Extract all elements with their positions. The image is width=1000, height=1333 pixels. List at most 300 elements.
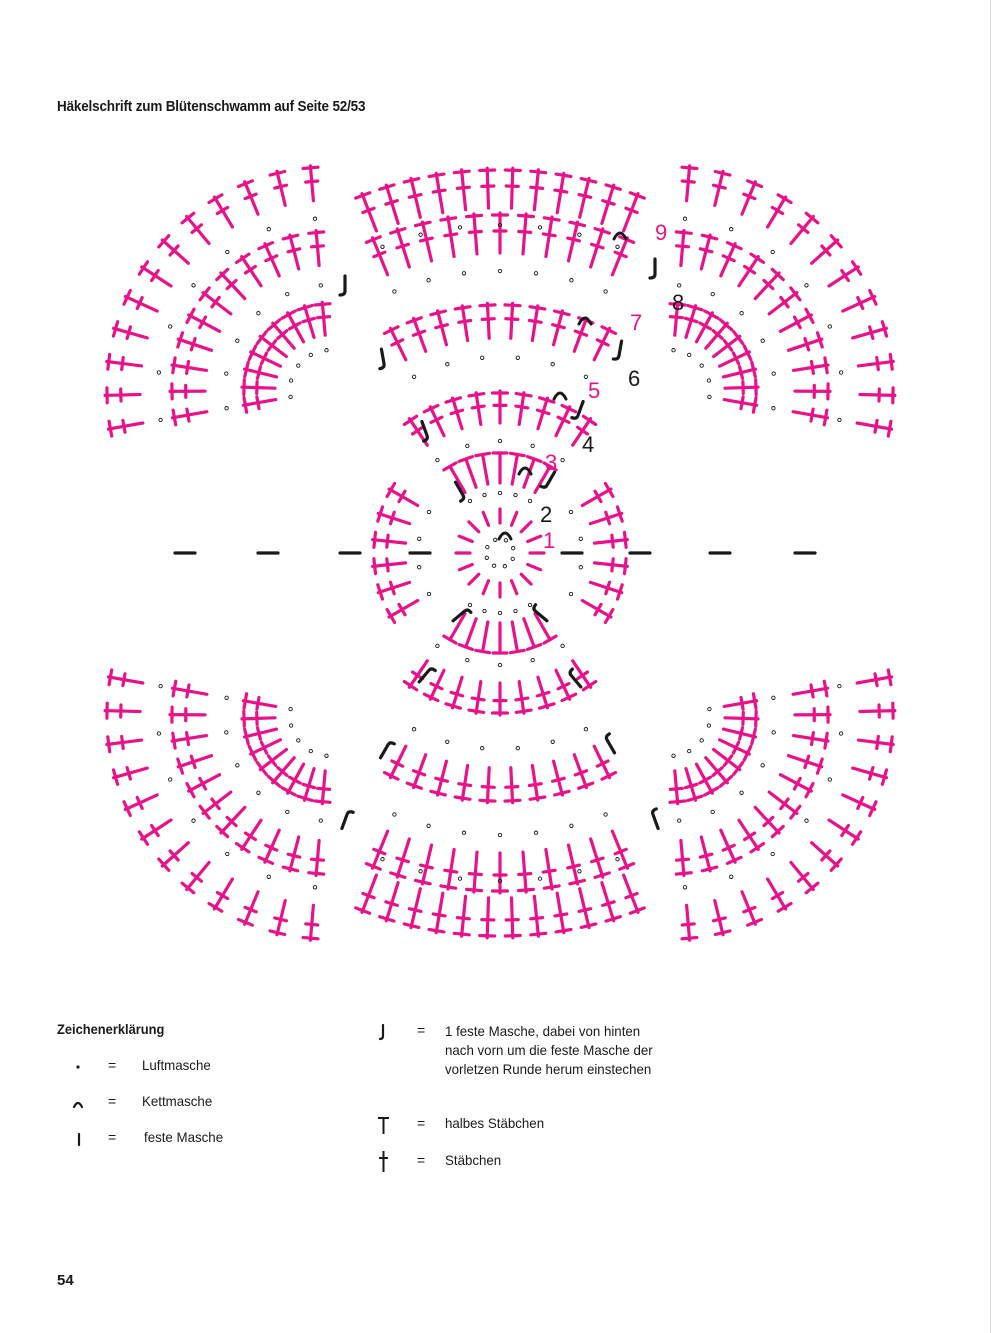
chain-stitch xyxy=(192,284,195,287)
double-crochet-cross-bar xyxy=(858,798,863,809)
back-post-single-crochet xyxy=(613,340,621,360)
round-number-label: 9 xyxy=(655,220,668,245)
chain-stitch xyxy=(730,228,733,231)
double-crochet-top-bar xyxy=(570,222,585,225)
double-crochet-top-bar xyxy=(595,229,609,234)
double-crochet-cross-bar xyxy=(740,367,743,379)
double-crochet-cross-bar xyxy=(516,406,528,408)
round-number-label: 3 xyxy=(545,450,558,475)
chain-stitch xyxy=(672,754,675,757)
chain-stitch xyxy=(393,813,396,816)
double-crochet-stitch xyxy=(714,750,740,770)
double-crochet-top-bar xyxy=(818,759,823,773)
round-number-label: 5 xyxy=(588,378,601,403)
double-crochet-cross-bar xyxy=(858,298,863,309)
double-crochet-cross-bar xyxy=(257,697,259,709)
double-crochet-top-bar xyxy=(298,796,312,800)
double-crochet-top-bar xyxy=(270,931,285,935)
double-crochet-top-bar xyxy=(756,380,757,395)
double-crochet-top-bar xyxy=(429,930,444,932)
double-crochet-top-bar xyxy=(753,398,756,413)
single-crochet-stitch xyxy=(512,512,517,525)
chain-stitch xyxy=(289,707,292,710)
chain-stitch xyxy=(700,364,703,367)
chain-stitch xyxy=(538,226,541,229)
double-crochet-cross-bar xyxy=(469,232,481,233)
double-crochet-cross-bar xyxy=(626,208,637,212)
double-crochet-cross-bar xyxy=(122,358,124,370)
chain-stitch xyxy=(708,707,711,710)
double-crochet-top-bar xyxy=(283,235,298,239)
slip-stitch xyxy=(519,468,531,474)
chain-stitch xyxy=(236,764,239,767)
center-chain-stitch xyxy=(503,565,506,568)
double-crochet-cross-bar xyxy=(603,201,614,205)
double-crochet-top-bar xyxy=(555,311,570,315)
single-crochet-stitch xyxy=(521,522,531,532)
double-crochet-cross-bar xyxy=(436,325,448,328)
chain-stitch xyxy=(436,458,439,461)
double-crochet-stitch xyxy=(260,750,286,770)
legend-equals: = xyxy=(417,1022,426,1038)
double-crochet-top-bar xyxy=(315,801,330,802)
chain-stitch xyxy=(446,740,449,743)
legend-equals: = xyxy=(108,1057,117,1073)
double-crochet-top-bar xyxy=(625,559,627,574)
chain-stitch xyxy=(169,778,172,781)
double-crochet-top-bar xyxy=(530,797,545,799)
double-crochet-top-bar xyxy=(516,710,531,712)
single-crochet-symbol xyxy=(72,1127,92,1151)
double-crochet-cross-bar xyxy=(592,858,604,862)
chain-stitch xyxy=(381,858,384,861)
chain-stitch xyxy=(711,292,714,295)
legend-equals: = xyxy=(108,1129,117,1145)
double-crochet-top-bar xyxy=(555,791,570,795)
double-crochet-stitch xyxy=(105,395,140,396)
double-crochet-stitch xyxy=(221,807,245,833)
double-crochet-cross-bar xyxy=(387,535,388,547)
double-crochet-top-bar xyxy=(446,398,460,402)
double-crochet-stitch xyxy=(316,231,319,266)
double-crochet-top-bar xyxy=(303,938,318,939)
chain-stitch xyxy=(286,292,289,295)
double-crochet-cross-bar xyxy=(555,914,567,916)
double-crochet-stitch xyxy=(203,792,231,813)
double-crochet-cross-bar xyxy=(374,252,385,257)
double-crochet-cross-bar xyxy=(714,185,726,188)
slip-stitch xyxy=(499,533,511,539)
chain-stitch xyxy=(761,764,764,767)
double-crochet-top-bar xyxy=(315,304,330,305)
double-crochet-stitch xyxy=(203,293,231,314)
double-crochet-cross-bar xyxy=(723,845,734,850)
double-crochet-cross-bar xyxy=(870,327,873,339)
double-crochet-top-bar xyxy=(480,170,495,171)
double-crochet-stitch xyxy=(448,217,454,257)
single-crochet-stitch xyxy=(469,522,479,532)
half-double-crochet-symbol xyxy=(375,1113,395,1137)
double-crochet-stitch xyxy=(511,303,513,338)
chain-stitch xyxy=(616,858,619,861)
double-crochet-top-bar xyxy=(890,354,892,369)
double-crochet-top-bar xyxy=(583,416,595,424)
single-crochet-stitch xyxy=(459,565,472,570)
double-crochet-cross-bar xyxy=(877,358,879,370)
double-crochet-stitch xyxy=(755,273,779,299)
double-crochet-stitch xyxy=(769,293,797,314)
double-crochet-cross-bar xyxy=(575,331,586,335)
double-crochet-cross-bar xyxy=(875,674,877,686)
double-crochet-stitch xyxy=(187,217,209,244)
double-crochet-cross-bar xyxy=(187,733,189,745)
double-crochet-cross-bar xyxy=(472,406,484,408)
double-crochet-top-bar xyxy=(416,880,431,883)
chain-stitch xyxy=(446,363,449,366)
double-crochet-cross-bar xyxy=(606,512,610,523)
half-double-crochet-top-bar xyxy=(528,645,541,650)
half-double-crochet-stitch xyxy=(512,455,517,485)
double-crochet-stitch xyxy=(860,711,895,712)
double-crochet-cross-bar xyxy=(409,909,421,912)
chain-stitch xyxy=(561,644,564,647)
double-crochet-top-bar xyxy=(480,936,495,937)
double-crochet-top-bar xyxy=(404,179,419,183)
chain-stitch xyxy=(828,325,831,328)
double-crochet-cross-bar xyxy=(187,409,189,421)
chain-stitch xyxy=(498,833,501,836)
half-double-crochet-top-bar xyxy=(476,650,490,652)
double-crochet-cross-bar xyxy=(553,778,565,781)
single-crochet-stitch xyxy=(521,574,531,584)
legend-heading: Zeichenerklärung xyxy=(57,1021,165,1037)
double-crochet-top-bar xyxy=(702,235,717,239)
double-crochet-cross-bar xyxy=(459,321,471,323)
double-crochet-top-bar xyxy=(480,305,495,306)
double-crochet-top-bar xyxy=(824,410,827,425)
double-crochet-cross-bar xyxy=(519,874,531,875)
double-crochet-cross-bar xyxy=(612,559,613,571)
back-post-single-crochet xyxy=(652,809,663,829)
double-crochet-cross-bar xyxy=(592,244,604,248)
double-crochet-top-bar xyxy=(245,729,249,744)
double-crochet-top-bar xyxy=(752,729,756,744)
page-title: Häkelschrift zum Blütenschwamm auf Seite 52/53 xyxy=(57,98,366,115)
double-crochet-top-bar xyxy=(618,585,623,599)
double-crochet-stitch xyxy=(462,170,466,210)
back-post-single-crochet xyxy=(340,276,345,295)
double-crochet-stitch xyxy=(310,905,313,940)
double-crochet-cross-bar xyxy=(469,874,481,875)
double-crochet-stitch xyxy=(105,711,140,712)
double-crochet-top-bar xyxy=(469,394,484,396)
double-crochet-cross-bar xyxy=(741,697,743,709)
double-crochet-cross-bar xyxy=(606,582,610,593)
chain-stitch xyxy=(838,684,841,687)
chain-stitch xyxy=(498,663,501,666)
double-crochet-top-bar xyxy=(505,936,520,937)
chain-stitch xyxy=(427,824,430,827)
legend-label: Stäbchen xyxy=(445,1152,502,1168)
double-crochet-top-bar xyxy=(676,873,691,874)
double-crochet-top-bar xyxy=(702,867,717,871)
double-crochet-top-bar xyxy=(516,394,531,396)
double-crochet-cross-bar xyxy=(137,798,142,809)
double-crochet-top-bar xyxy=(688,796,702,800)
chain-stitch xyxy=(805,819,808,822)
double-crochet-top-bar xyxy=(824,681,827,696)
double-crochet-top-bar xyxy=(380,185,394,189)
chain-stitch xyxy=(481,356,484,359)
double-crochet-top-bar xyxy=(882,770,886,784)
back-post-single-crochet xyxy=(532,605,550,621)
double-crochet-cross-bar xyxy=(413,771,424,775)
chain-stitch xyxy=(498,491,501,494)
double-crochet-top-bar xyxy=(467,889,482,890)
chain-stitch xyxy=(169,325,172,328)
double-crochet-top-bar xyxy=(715,172,730,176)
double-crochet-cross-bar xyxy=(626,894,637,898)
double-crochet-cross-bar xyxy=(191,756,195,767)
chain-stitch xyxy=(516,747,519,750)
double-crochet-cross-bar xyxy=(122,737,124,749)
chain-stitch xyxy=(772,696,775,699)
double-crochet-cross-bar xyxy=(579,195,591,198)
double-crochet-cross-bar xyxy=(303,784,315,787)
chain-stitch xyxy=(740,312,743,315)
double-crochet-cross-bar xyxy=(670,788,682,789)
chain-stitch xyxy=(468,603,471,606)
half-double-crochet-stitch xyxy=(512,622,517,652)
half-double-crochet-top-bar xyxy=(459,645,472,650)
double-crochet-cross-bar xyxy=(288,854,300,857)
double-crochet-stitch xyxy=(512,168,513,208)
double-crochet-top-bar xyxy=(114,770,118,784)
chain-stitch xyxy=(192,819,195,822)
chain-stitch xyxy=(309,749,312,752)
chain-stitch xyxy=(672,349,675,352)
double-crochet-top-bar xyxy=(756,711,757,726)
chain-stitch xyxy=(579,537,582,540)
double-crochet-top-bar xyxy=(751,254,764,262)
double-crochet-top-bar xyxy=(404,682,416,690)
double-crochet-stitch xyxy=(687,166,690,201)
double-crochet-cross-bar xyxy=(740,728,743,740)
chain-stitch xyxy=(225,731,228,734)
double-crochet-stitch xyxy=(462,896,466,936)
double-crochet-cross-bar xyxy=(700,854,712,857)
chain-stitch xyxy=(498,611,501,614)
chain-stitch xyxy=(730,875,733,878)
chain-stitch xyxy=(381,245,384,248)
chain-stitch xyxy=(561,458,564,461)
chain-stitch xyxy=(534,831,537,834)
chain-stitch xyxy=(688,353,691,356)
double-crochet-cross-bar xyxy=(245,907,256,912)
half-double-crochet-top-bar xyxy=(476,453,490,455)
round-number-label: 2 xyxy=(540,502,553,527)
half-double-crochet-top-bar xyxy=(511,650,525,652)
double-crochet-top-bar xyxy=(531,933,546,935)
single-crochet-stitch xyxy=(528,536,541,541)
double-crochet-cross-bar xyxy=(482,319,494,320)
double-crochet-cross-bar xyxy=(670,317,682,318)
double-crochet-cross-bar xyxy=(555,190,567,192)
chain-stitch xyxy=(771,852,774,855)
double-crochet-top-bar xyxy=(108,354,110,369)
legend-label: Luftmasche xyxy=(142,1057,211,1073)
double-crochet-cross-bar xyxy=(303,318,315,321)
half-double-crochet-stitch xyxy=(524,619,534,647)
chain-stitch xyxy=(569,510,572,513)
chain-stitch xyxy=(839,732,842,735)
single-crochet-stitch xyxy=(469,574,479,584)
double-crochet-cross-bar xyxy=(700,249,712,252)
double-crochet-cross-bar xyxy=(741,397,743,409)
double-crochet-top-bar xyxy=(751,844,764,852)
double-crochet-top-bar xyxy=(404,924,419,928)
double-crochet-cross-bar xyxy=(258,367,261,379)
double-crochet-stitch xyxy=(162,843,188,866)
double-crochet-cross-bar xyxy=(127,327,130,339)
single-crochet-stitch xyxy=(459,536,472,541)
page-number: 54 xyxy=(57,1272,74,1289)
double-crochet-stitch xyxy=(739,820,758,849)
double-crochet-top-bar xyxy=(618,507,623,521)
double-crochet-top-bar xyxy=(519,889,534,890)
double-crochet-top-bar xyxy=(581,924,596,928)
chain-stitch xyxy=(325,349,328,352)
chain-stitch xyxy=(514,609,517,612)
double-crochet-top-bar xyxy=(431,311,446,315)
round-number-label: 6 xyxy=(628,366,641,391)
double-crochet-cross-bar xyxy=(875,420,877,432)
double-crochet-cross-bar xyxy=(529,321,541,323)
double-crochet-stitch xyxy=(310,166,313,201)
chain-stitch xyxy=(528,603,531,606)
single-crochet-stitch xyxy=(483,581,488,594)
double-crochet-top-bar xyxy=(606,917,620,921)
chain-stitch xyxy=(427,510,430,513)
double-crochet-cross-bar xyxy=(537,692,549,696)
double-crochet-cross-bar xyxy=(391,512,395,523)
double-crochet-cross-bar xyxy=(568,238,580,241)
double-crochet-top-bar xyxy=(244,694,247,709)
chain-stitch xyxy=(683,217,686,220)
double-crochet-cross-bar xyxy=(579,909,591,912)
double-crochet-cross-bar xyxy=(275,185,287,188)
chain-stitch xyxy=(570,279,573,282)
double-crochet-cross-bar xyxy=(312,246,324,247)
double-crochet-stitch xyxy=(546,217,552,257)
chain-stitch xyxy=(236,339,239,342)
double-crochet-cross-bar xyxy=(288,249,300,252)
double-crochet-top-bar xyxy=(540,398,554,402)
chain-stitch xyxy=(708,395,711,398)
double-crochet-top-bar xyxy=(429,174,444,176)
back-post-single-crochet xyxy=(377,349,385,369)
double-crochet-cross-bar xyxy=(257,397,259,409)
double-crochet-top-bar xyxy=(404,416,416,424)
half-double-crochet-top-bar xyxy=(459,457,472,462)
center-chain-stitch xyxy=(492,564,495,567)
double-crochet-cross-bar xyxy=(723,256,734,261)
double-crochet-cross-bar xyxy=(575,771,586,775)
double-crochet-top-bar xyxy=(682,167,697,168)
double-crochet-stitch xyxy=(523,214,526,254)
chain-stitch xyxy=(481,747,484,750)
double-crochet-top-bar xyxy=(825,733,827,748)
chain-stitch xyxy=(286,810,289,813)
double-crochet-stitch xyxy=(316,841,319,876)
single-crochet-stitch xyxy=(512,581,517,594)
chain-stitch xyxy=(707,379,710,382)
double-crochet-top-bar xyxy=(753,694,756,709)
double-crochet-cross-bar xyxy=(421,238,433,241)
legend-label: Kettmasche xyxy=(142,1093,213,1109)
chain-stitch xyxy=(531,658,534,661)
chain-stitch xyxy=(538,877,541,880)
double-crochet-cross-bar xyxy=(682,181,694,182)
chain-stitch xyxy=(579,566,582,569)
legend-label: 1 feste Masche, dabei von hinten nach vorn um die feste Masche der vorletzen Runde herum einstechen xyxy=(445,1023,653,1077)
double-crochet-top-bar xyxy=(556,930,571,932)
double-crochet-stitch xyxy=(511,768,513,803)
double-crochet-cross-bar xyxy=(187,362,189,374)
double-crochet-top-bar xyxy=(752,362,756,377)
half-double-crochet-top-bar xyxy=(528,457,541,462)
double-crochet-stitch xyxy=(474,852,477,892)
chain-stitch xyxy=(483,493,486,496)
chain-stitch xyxy=(570,824,573,827)
double-crochet-cross-bar xyxy=(187,685,189,697)
double-crochet-cross-bar xyxy=(312,859,324,860)
center-chain-stitch xyxy=(512,547,515,550)
double-crochet-cross-bar xyxy=(519,232,531,233)
round-number-label: 1 xyxy=(543,528,556,553)
chain-stitch xyxy=(267,875,270,878)
double-crochet-top-bar xyxy=(109,421,112,436)
legend-label: feste Masche xyxy=(144,1129,224,1145)
double-crochet-cross-bar xyxy=(877,737,879,749)
double-crochet-stitch xyxy=(739,257,758,286)
chain-stitch xyxy=(226,852,229,855)
double-crochet-stitch xyxy=(769,792,797,813)
double-crochet-top-bar xyxy=(454,171,469,173)
double-crochet-cross-bar xyxy=(363,208,374,212)
chain-stitch xyxy=(412,375,415,378)
double-crochet-cross-bar xyxy=(506,319,518,320)
double-crochet-top-bar xyxy=(556,174,571,176)
center-chain-stitch xyxy=(511,557,514,560)
chain-stitch xyxy=(551,363,554,366)
double-crochet-cross-bar xyxy=(812,362,814,374)
chain-stitch xyxy=(418,566,421,569)
double-crochet-symbol xyxy=(375,1150,395,1174)
double-crochet-top-bar xyxy=(446,704,460,708)
double-crochet-top-bar xyxy=(173,358,175,373)
chain-stitch xyxy=(418,537,421,540)
double-crochet-cross-bar xyxy=(553,325,565,328)
chain-stitch xyxy=(468,499,471,502)
double-crochet-top-bar xyxy=(715,931,730,935)
crochet-chart xyxy=(0,140,1000,970)
double-crochet-stitch xyxy=(487,168,488,208)
double-crochet-cross-bar xyxy=(714,918,726,921)
double-crochet-top-bar xyxy=(519,215,534,216)
double-crochet-stitch xyxy=(812,240,838,263)
double-crochet-cross-bar xyxy=(137,298,142,309)
